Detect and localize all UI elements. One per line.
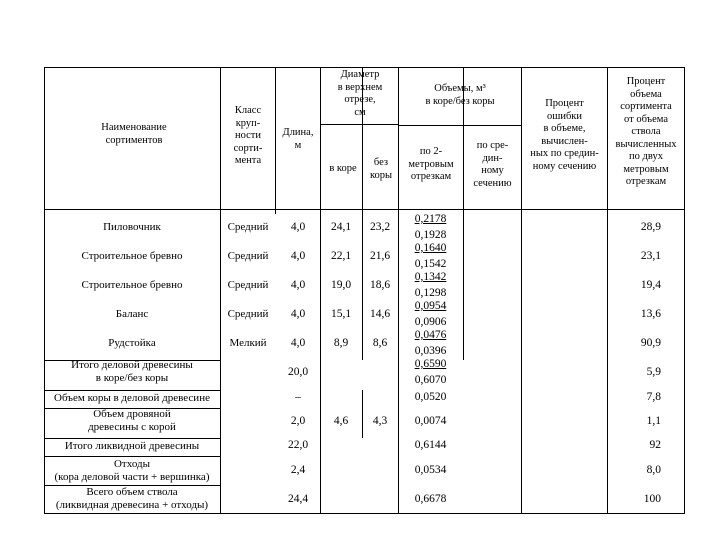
- total-business-v1: 0,6590: [414, 358, 447, 370]
- header-divider: [44, 209, 685, 210]
- waste-name: Отходы (кора деловой части + вершинка): [54, 458, 210, 483]
- header-class: Класс круп- ности сорти- мента: [233, 105, 263, 166]
- row-4-v1: 0,0954: [414, 300, 447, 312]
- row-5-d-bark: 8,9: [333, 337, 349, 349]
- row-2-pct: 23,1: [640, 250, 661, 262]
- row-5-name: Рудстойка: [108, 337, 156, 349]
- row-2-length: 4,0: [290, 250, 306, 262]
- row-5-d-nobark: 8,6: [372, 337, 388, 349]
- firewood-d-bark: 4,6: [333, 415, 349, 427]
- waste-pct: 8,0: [646, 464, 661, 476]
- row-1-name: Пиловочник: [103, 221, 161, 233]
- header-vol-2m: по 2- метровым отрезкам: [408, 146, 454, 182]
- row-2-v2: 0,1542: [414, 258, 447, 270]
- bark-volume-v: 0,0520: [414, 391, 447, 403]
- row-1-length: 4,0: [290, 221, 306, 233]
- bark-volume-length: –: [295, 391, 301, 403]
- firewood-v: 0,0074: [414, 415, 447, 427]
- row-2-class: Средний: [227, 250, 269, 262]
- row-3-v1: 0,1342: [414, 271, 447, 283]
- row-2-v1: 0,1640: [414, 242, 447, 254]
- bark-volume-pct: 7,8: [646, 391, 661, 403]
- bark-volume-name: Объем коры в деловой древесине: [54, 392, 210, 404]
- row-1-pct: 28,9: [640, 221, 661, 233]
- total-liquid-length: 22,0: [287, 439, 309, 451]
- row-4-length: 4,0: [290, 308, 306, 320]
- total-trunk-v: 0,6678: [414, 493, 447, 505]
- row-3-class: Средний: [227, 279, 269, 291]
- total-trunk-name: Всего объем ствола (ликвидная древесина + отходы): [55, 486, 209, 511]
- header-vol-mid: по сре- дин- ному сечению: [473, 140, 512, 189]
- row-sep-2: [44, 390, 220, 391]
- table-top-border: [44, 67, 685, 68]
- header-error-pct: Процент ошибки в объеме, вычислен- ных по средин- ному сечению: [530, 98, 599, 172]
- row-2-d-nobark: 21,6: [369, 250, 391, 262]
- firewood-name: Объем дровяной древесины с корой: [88, 408, 176, 433]
- vol-sub-divider: [398, 125, 521, 126]
- row-4-pct: 13,6: [640, 308, 661, 320]
- row-3-pct: 19,4: [640, 279, 661, 291]
- row-3-length: 4,0: [290, 279, 306, 291]
- total-trunk-pct: 100: [643, 493, 661, 505]
- total-business-pct: 5,9: [646, 366, 661, 378]
- total-liquid-v: 0,6144: [414, 439, 447, 451]
- total-trunk-length: 24,4: [287, 493, 309, 505]
- header-name: Наименование сортиментов: [101, 122, 167, 146]
- volume-table: [44, 67, 685, 514]
- total-liquid-name: Итого ликвидной древесины: [64, 440, 200, 452]
- row-2-name: Строительное бревно: [81, 250, 183, 262]
- row-4-name: Баланс: [115, 308, 149, 320]
- row-3-d-bark: 19,0: [330, 279, 352, 291]
- firewood-pct: 1,1: [646, 415, 661, 427]
- row-4-d-bark: 15,1: [330, 308, 352, 320]
- row-5-v1: 0,0476: [414, 329, 447, 341]
- firewood-length: 2,0: [290, 415, 306, 427]
- header-share-pct: Процент объема сортимента от объема ствола вычисленных по двух метровым отрезкам: [615, 76, 677, 187]
- row-5-v2: 0,0396: [414, 345, 447, 357]
- total-business-name: Итого деловой древесины в коре/без коры: [71, 359, 193, 384]
- row-1-d-nobark: 23,2: [369, 221, 391, 233]
- row-5-class: Мелкий: [229, 337, 267, 349]
- header-diameter: Диаметр в верхнем отрезе, см: [337, 69, 383, 118]
- table-bottom-border: [44, 513, 685, 514]
- row-2-d-bark: 22,1: [330, 250, 352, 262]
- firewood-d-nobark: 4,3: [372, 415, 388, 427]
- col-line-6: [463, 67, 464, 360]
- row-1-v1: 0,2178: [414, 213, 447, 225]
- header-diam-bark: в коре: [329, 163, 357, 174]
- row-sep-4: [44, 438, 220, 439]
- row-4-class: Средний: [227, 308, 269, 320]
- header-diam-nobark: без коры: [369, 157, 393, 181]
- total-business-length: 20,0: [287, 366, 309, 378]
- row-3-v2: 0,1298: [414, 287, 447, 299]
- waste-v: 0,0534: [414, 464, 447, 476]
- row-5-length: 4,0: [290, 337, 306, 349]
- diam-sub-divider: [320, 124, 398, 125]
- col-line-4b: [362, 390, 363, 438]
- row-4-d-nobark: 14,6: [369, 308, 391, 320]
- header-length: Длина, м: [282, 127, 314, 151]
- row-5-pct: 90,9: [640, 337, 661, 349]
- row-1-d-bark: 24,1: [330, 221, 352, 233]
- total-liquid-pct: 92: [649, 439, 661, 451]
- waste-length: 2,4: [290, 464, 306, 476]
- row-1-class: Средний: [227, 221, 269, 233]
- row-3-d-nobark: 18,6: [369, 279, 391, 291]
- row-4-v2: 0,0906: [414, 316, 447, 328]
- row-3-name: Строительное бревно: [81, 279, 183, 291]
- header-volumes: Объемы, м³ в коре/без коры: [425, 83, 495, 107]
- total-business-v2: 0,6070: [414, 374, 447, 386]
- row-1-v2: 0,1928: [414, 229, 447, 241]
- row-sep-5: [44, 456, 220, 457]
